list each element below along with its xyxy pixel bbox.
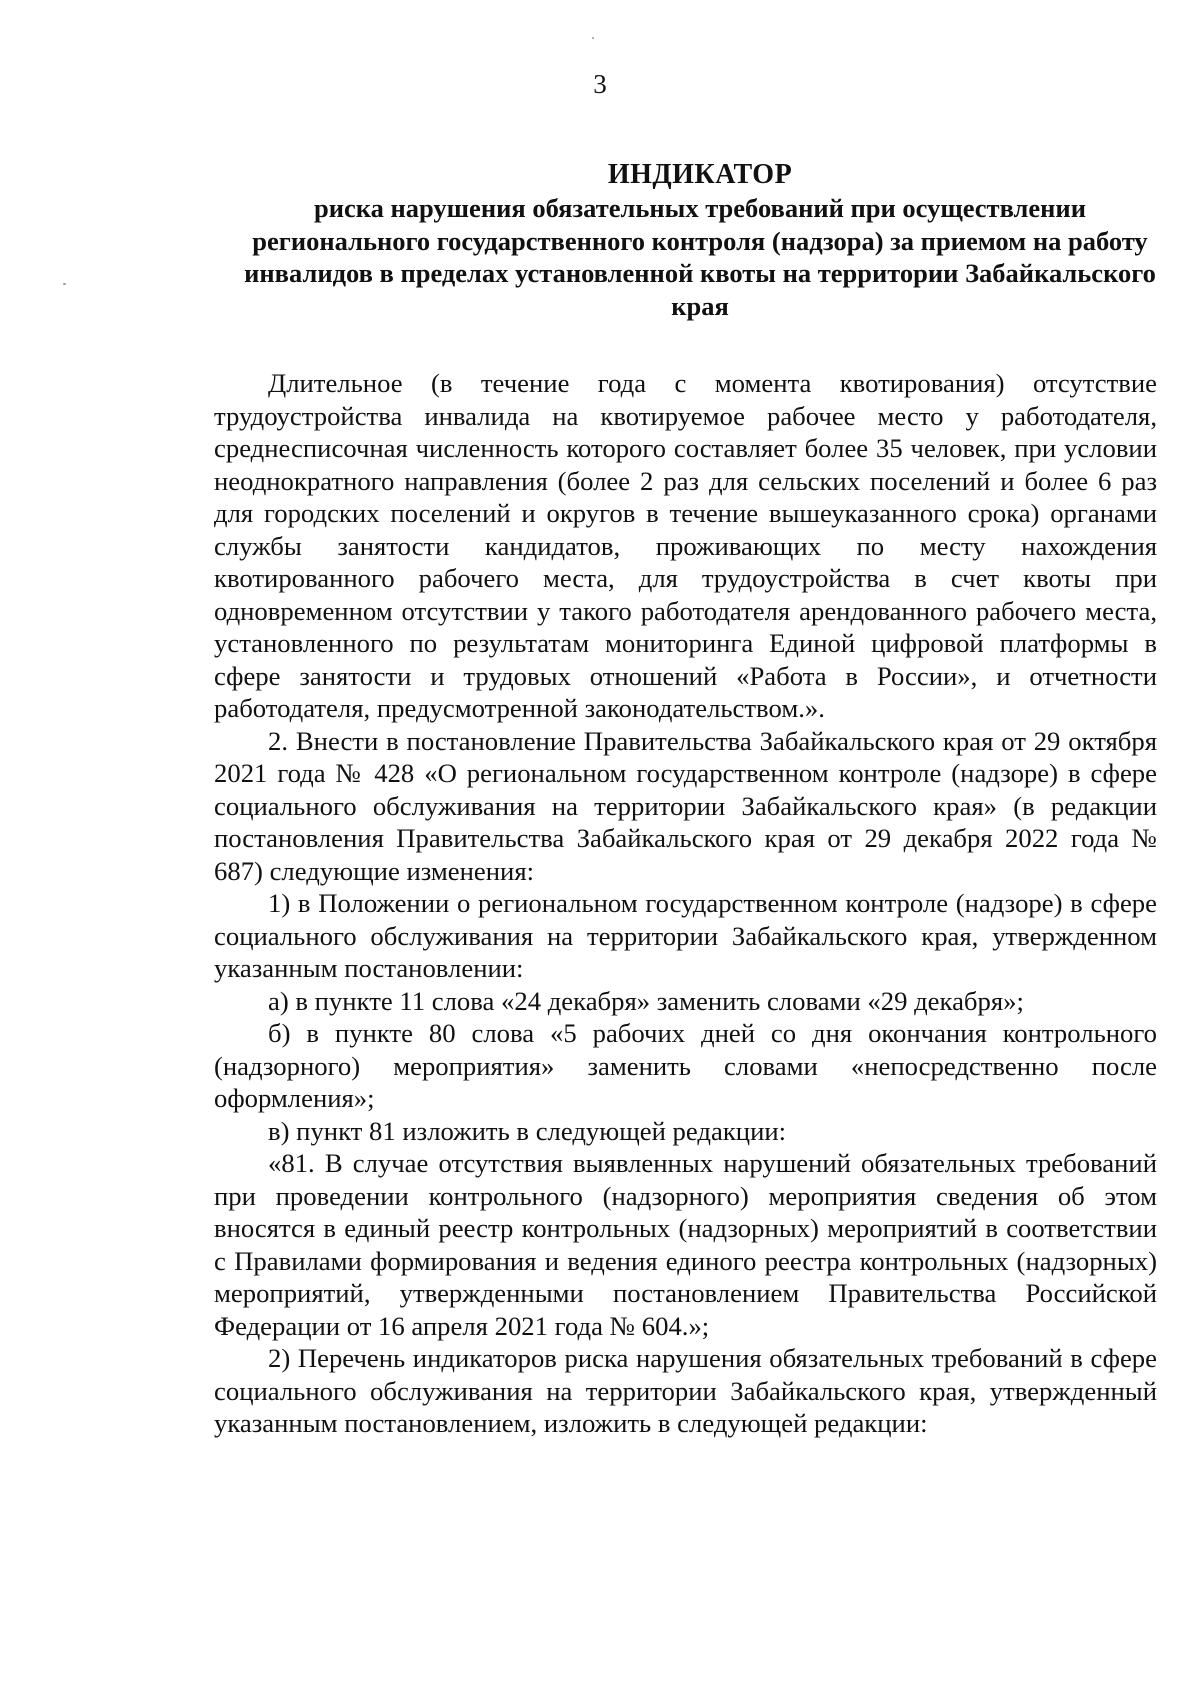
- paragraph-subitem-1: 1) в Положении о региональном государственном контроле (надзоре) в сфере социального обслуживания на территории Забайкальского края, утвержденном указанным постановлении:: [214, 888, 1157, 983]
- paragraph-point-81: «81. В случае отсутствия выявленных нарушений обязательных требований при проведении контрольного (надзорного) мероприятия сведения об этом вносятся в единый реестр контрольных (надзорных) мероприятий в соответствии с Правилами формирования и ведения единого реестра контрольных (надзорных) мероприятий, утвержденными постановлением Правительства Российской Федерации от 16 апреля 2021 года № 604.»;: [214, 1148, 1157, 1341]
- paragraph-subitem-v: в) пункт 81 изложить в следующей редакции:: [268, 1115, 787, 1146]
- document-body: [214, 367, 1157, 1440]
- paragraph-subitem-b: б) в пункте 80 слова «5 рабочих дней со дня окончания контрольного (надзорного) мероприятия» заменить словами «непосредственно после оформления»;: [214, 1018, 1157, 1113]
- scan-speck: [592, 37, 594, 39]
- document-title: ИНДИКАТОР: [607, 159, 793, 190]
- paragraph-item-2: 2. Внести в постановление Правительства Забайкальского края от 29 октября 2021 года № 428 «О региональном государственном контроле (надзоре) в сфере социального обслуживания на территории Забайкальского края» (в редакции постановления Правительства Забайкальского края от 29 декабря 2022 года № 687) следующие изменения:: [214, 725, 1157, 886]
- paragraph-subitem-a: а) в пункте 11 слова «24 декабря» заменить словами «29 декабря»;: [268, 985, 1024, 1016]
- paragraph-indicator-text: Длительное (в течение года с момента квотирования) отсутствие трудоустройства инвалида на квотируемое рабочее место у работодателя, среднесписочная численность которого составляет более 35 человек, при условии неоднократного направления (более 2 раз для сельских поселений и более 6 раз для городских поселений и округов в течение вышеуказанного срока) органами службы занятости кандидатов, проживающих по месту нахождения квотированного рабочего места, для трудоустройства в счет квоты при одновременном отсутствии у такого работодателя арендованного рабочего места, установленного по результатам мониторинга Единой цифровой платформы в сфере занятости и трудовых отношений «Работа в России», и отчетности работодателя, предусмотренной законодательством.».: [214, 368, 1157, 723]
- document-subtitle: риска нарушения обязательных требований при осуществлении регионального государственного контроля (надзора) за приемом на работу инвалидов в пределах установленной квоты на территории Забайкальского края: [244, 193, 1156, 321]
- paragraph-subitem-2: 2) Перечень индикаторов риска нарушения обязательных требований в сфере социального обслуживания на территории Забайкальского края, утвержденный указанным постановлением, изложить в следующей редакции:: [214, 1343, 1157, 1438]
- page-number: 3: [593, 69, 607, 99]
- document-title-block: [200, 158, 1200, 322]
- scan-speck: [63, 283, 66, 285]
